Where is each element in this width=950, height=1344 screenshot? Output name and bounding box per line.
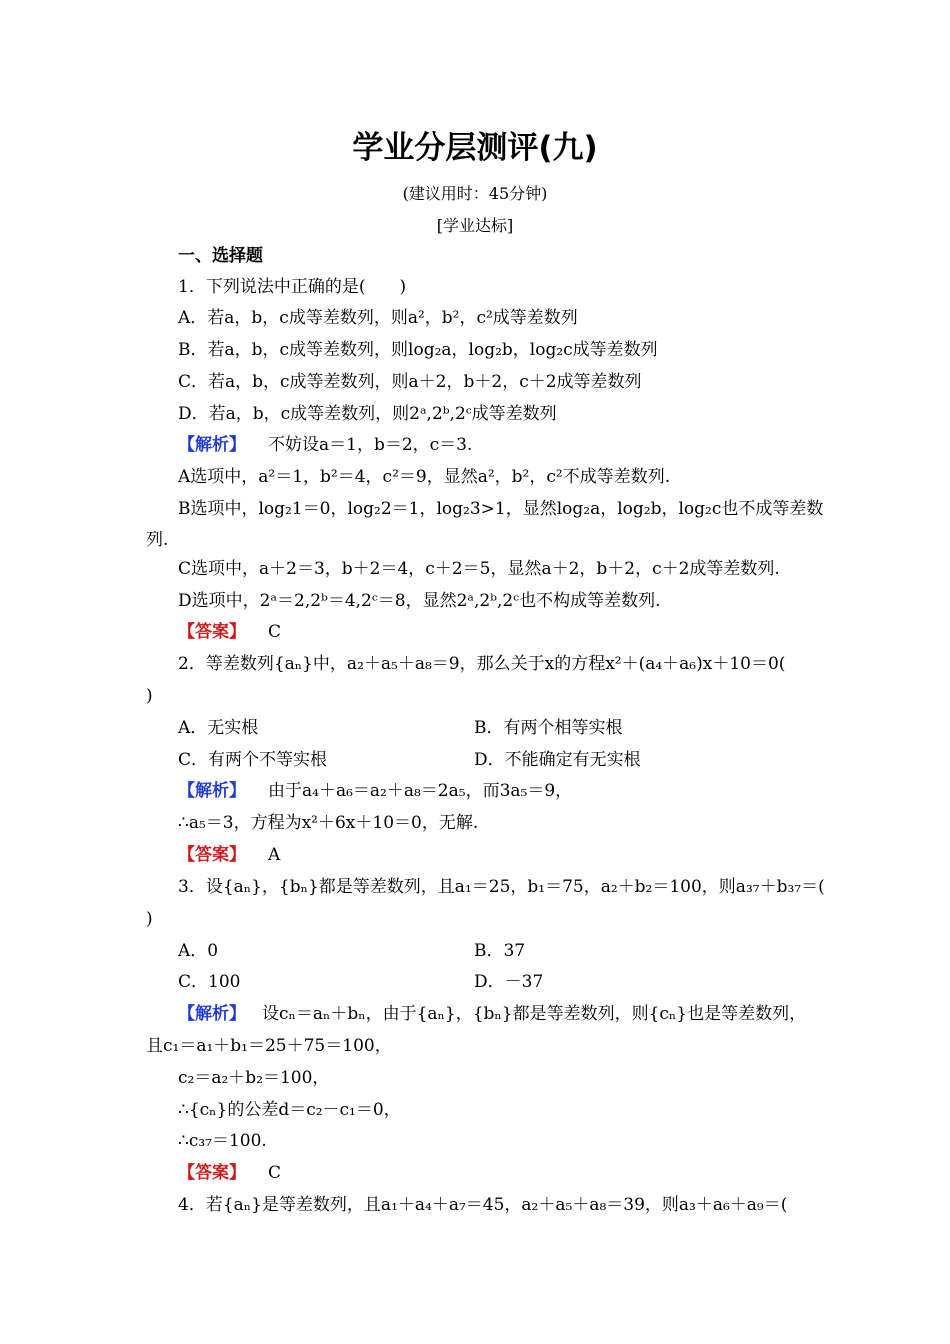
q1-analysis-2: A选项中，a²＝1，b²＝4，c²＝9，显然a²，b²，c²不成等差数列. bbox=[178, 467, 671, 487]
q3-analysis-row bbox=[178, 1002, 806, 1026]
q1-analysis-5: D选项中，2ᵃ＝2,2ᵇ＝4,2ᶜ＝8，显然2ᵃ,2ᵇ,2ᶜ也不构成等差数列. bbox=[178, 591, 661, 611]
q1-answer-row bbox=[178, 620, 281, 644]
q1-analysis-4: C选项中，a＋2＝3，b＋2＝4，c＋2＝5，显然a＋2，b＋2，c＋2成等差数列. bbox=[178, 559, 780, 579]
q2-option-a: A．无实根 bbox=[178, 718, 259, 738]
q2-option-b: B．有两个相等实根 bbox=[474, 718, 623, 738]
q3-answer-row bbox=[178, 1161, 281, 1185]
q1-analysis-3: B选项中，log₂1＝0，log₂2＝1，log₂3>1，显然log₂a，log₂b，log₂c也不成等差数 bbox=[178, 499, 824, 519]
q2-analysis-row bbox=[178, 779, 572, 803]
q2-stem-end: ) bbox=[146, 686, 153, 706]
q3-stem-end: ) bbox=[146, 909, 153, 929]
q1-option-c: C．若a，b，c成等差数列，则a＋2，b＋2，c＋2成等差数列 bbox=[178, 372, 642, 392]
analysis-tag: 【解析】 bbox=[178, 781, 246, 801]
q3-stem: 3．设{aₙ}，{bₙ}都是等差数列，且a₁＝25，b₁＝75，a₂＋b₂＝100，则a₃₇＋b₃₇＝( bbox=[178, 877, 825, 897]
answer-tag: 【答案】 bbox=[178, 622, 246, 642]
q1-analysis-1: 不妨设a＝1，b＝2，c＝3. bbox=[268, 435, 473, 455]
q3-option-c: C．100 bbox=[178, 972, 241, 992]
q3-analysis-4: ∴{cₙ}的公差d＝c₂－c₁＝0， bbox=[178, 1100, 401, 1120]
q1-analysis-row bbox=[178, 433, 472, 457]
q2-option-c: C．有两个不等实根 bbox=[178, 750, 328, 770]
answer-tag: 【答案】 bbox=[178, 845, 246, 865]
section-heading: 一、选择题 bbox=[178, 246, 263, 266]
q2-analysis-1: 由于a₄＋a₆＝a₂＋a₈＝2a₅，而3a₅＝9， bbox=[268, 781, 573, 801]
q1-stem: 1．下列说法中正确的是( ) bbox=[178, 277, 407, 297]
q2-analysis-2: ∴a₅＝3，方程为x²＋6x＋10＝0，无解. bbox=[178, 813, 479, 833]
q3-answer: C bbox=[268, 1163, 282, 1183]
q1-option-a: A．若a，b，c成等差数列，则a²，b²，c²成等差数列 bbox=[178, 308, 578, 328]
q3-analysis-1: 设cₙ＝aₙ＋bₙ，由于{aₙ}，{bₙ}都是等差数列，则{cₙ}也是等差数列， bbox=[262, 1004, 807, 1024]
q2-option-d: D．不能确定有无实根 bbox=[474, 750, 641, 770]
q2-answer: A bbox=[268, 845, 281, 865]
q3-option-d: D．－37 bbox=[474, 972, 544, 992]
q1-answer: C bbox=[268, 622, 282, 642]
answer-tag: 【答案】 bbox=[178, 1163, 246, 1183]
q3-analysis-3: c₂＝a₂＋b₂＝100， bbox=[178, 1068, 330, 1088]
q1-option-d: D．若a，b，c成等差数列，则2ᵃ,2ᵇ,2ᶜ成等差数列 bbox=[178, 404, 557, 424]
q2-answer-row bbox=[178, 843, 280, 867]
q2-stem: 2．等差数列{aₙ}中，a₂＋a₅＋a₈＝9，那么关于x的方程x²＋(a₄＋a₆)x＋10＝0( bbox=[178, 654, 786, 674]
analysis-tag: 【解析】 bbox=[178, 435, 246, 455]
q1-option-b: B．若a，b，c成等差数列，则log₂a，log₂b，log₂c成等差数列 bbox=[178, 340, 658, 360]
q3-option-b: B．37 bbox=[474, 941, 526, 961]
q3-option-a: A．0 bbox=[178, 941, 219, 961]
page-title: 学业分层测评(九) bbox=[352, 130, 598, 166]
q4-stem: 4．若{aₙ}是等差数列，且a₁＋a₄＋a₇＝45，a₂＋a₅＋a₈＝39，则a₃＋a₆＋a₉＝( bbox=[178, 1195, 788, 1215]
q1-analysis-3b: 列. bbox=[146, 530, 169, 550]
time-note: (建议用时：45分钟) bbox=[402, 184, 548, 203]
analysis-tag: 【解析】 bbox=[178, 1004, 246, 1024]
q3-analysis-5: ∴c₃₇＝100. bbox=[178, 1131, 267, 1151]
q3-analysis-2: 且c₁＝a₁＋b₁＝25＋75＝100， bbox=[146, 1036, 392, 1056]
level-heading: [学业达标] bbox=[436, 216, 514, 235]
